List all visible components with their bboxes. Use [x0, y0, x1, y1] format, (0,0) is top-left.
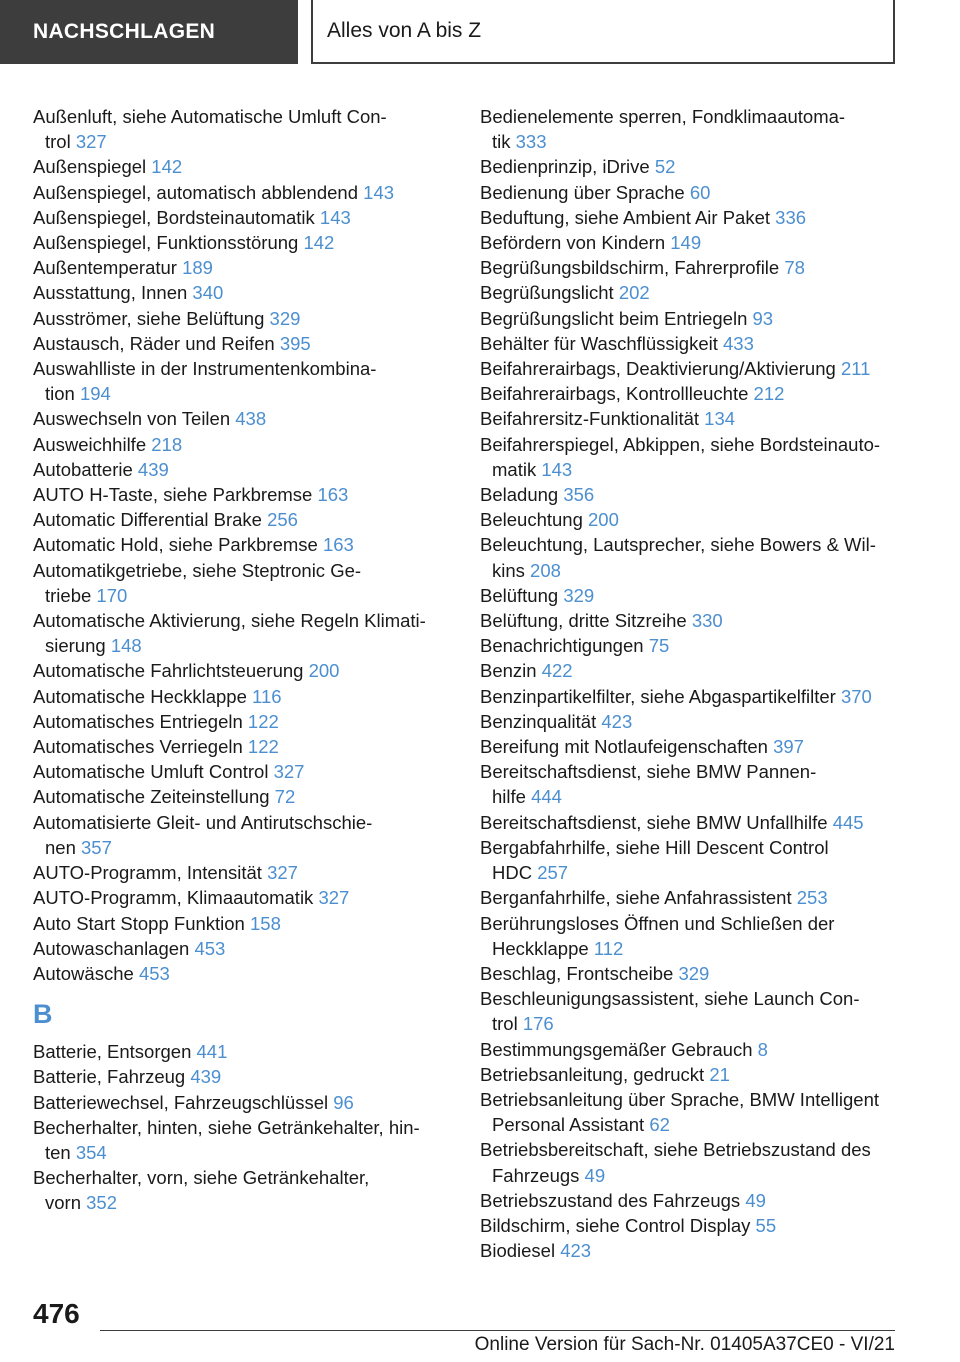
entry-text: Betriebsbereitschaft, siehe Betriebszustand des — [480, 1139, 871, 1161]
index-entry — [33, 306, 443, 331]
page-reference-link[interactable]: 329 — [269, 307, 301, 329]
entry-text: Bildschirm, siehe Control Display — [480, 1214, 751, 1236]
index-entry — [480, 432, 900, 482]
page-reference-link[interactable]: 212 — [753, 383, 785, 405]
page-reference-link[interactable]: 143 — [363, 181, 395, 203]
index-entry — [480, 306, 900, 331]
index-entry — [33, 1064, 443, 1089]
page-reference-link[interactable]: 444 — [531, 786, 562, 808]
page-reference-link[interactable]: 189 — [182, 257, 213, 279]
entry-text: Benachrichtigungen — [480, 635, 644, 657]
entry-text: Außenspiegel, automatisch abblendend — [33, 181, 359, 203]
index-entry — [480, 885, 900, 910]
index-entry — [33, 154, 443, 179]
entry-text: Beleuchtung, Lautsprecher, siehe Bowers & Wil- — [480, 534, 876, 556]
entry-text: Auswechseln von Teilen — [33, 408, 231, 430]
entry-text: Biodiesel — [480, 1240, 556, 1262]
entry-text: Benzin — [480, 660, 537, 682]
entry-text: Beladung — [480, 484, 559, 506]
entry-text: Automatische Umluft Control — [33, 761, 269, 783]
entry-text-continued: tion — [45, 383, 75, 405]
entry-text: Bergabfahrhilfe, siehe Hill Descent Control — [480, 836, 829, 858]
page-reference-link[interactable]: 21 — [709, 1063, 730, 1085]
entry-text: Außenspiegel, Bordsteinautomatik — [33, 206, 315, 228]
entry-text: Auto Start Stopp Funktion — [33, 912, 245, 934]
entry-text: Beifahrerairbags, Kontrollleuchte — [480, 383, 749, 405]
section-label: NACHSCHLAGEN — [33, 20, 216, 43]
index-entry — [33, 810, 443, 860]
section-letter: B — [33, 999, 53, 1030]
entry-text-continued: tik — [492, 131, 511, 153]
page-reference-link[interactable]: 423 — [560, 1240, 592, 1262]
entry-text: Beschleunigungsassistent, siehe Launch Con- — [480, 988, 860, 1010]
index-entry — [480, 381, 900, 406]
entry-text: Bedienprinzip, iDrive — [480, 156, 650, 178]
page-reference-link[interactable]: 142 — [303, 232, 335, 254]
page-reference-link[interactable]: 433 — [723, 332, 754, 354]
index-entry — [480, 205, 900, 230]
entry-text: Belüftung, dritte Sitzreihe — [480, 610, 687, 632]
page-reference-link[interactable]: 148 — [110, 635, 142, 657]
page-reference-link[interactable]: 327 — [267, 862, 298, 884]
entry-text: Autobatterie — [33, 458, 133, 480]
entry-text: AUTO-Programm, Klimaautomatik — [33, 887, 314, 909]
entry-text: Batterie, Fahrzeug — [33, 1066, 186, 1088]
page-reference-link[interactable]: 78 — [784, 257, 805, 279]
entry-text: Beifahrerairbags, Deaktivierung/Aktivierung — [480, 358, 836, 380]
entry-text: Automatic Hold, siehe Parkbremse — [33, 534, 318, 556]
entry-text: Ausstattung, Innen — [33, 282, 188, 304]
page-reference-link[interactable]: 397 — [773, 736, 804, 758]
page-reference-link[interactable]: 422 — [541, 660, 573, 682]
entry-text: Betriebszustand des Fahrzeugs — [480, 1189, 741, 1211]
page-reference-link[interactable]: 49 — [584, 1164, 606, 1186]
page-header — [311, 0, 895, 64]
index-entry — [480, 230, 900, 255]
entry-text: Benzinpartikelfilter, siehe Abgaspartikelfilter — [480, 685, 836, 707]
entry-text: Automatikgetriebe, siehe Steptronic Ge- — [33, 559, 362, 581]
index-entry — [480, 835, 900, 885]
entry-text-continued: triebe — [45, 584, 92, 606]
entry-text-continued: nen — [45, 836, 76, 858]
index-entry — [33, 457, 443, 482]
page-reference-link[interactable]: 370 — [840, 685, 872, 707]
page-reference-link[interactable]: 202 — [618, 282, 650, 304]
page-reference-link[interactable]: 142 — [151, 156, 183, 178]
entry-text: Batterie, Entsorgen — [33, 1041, 192, 1063]
page-reference-link[interactable]: 329 — [678, 962, 710, 984]
page-reference-link[interactable]: 352 — [86, 1192, 118, 1214]
entry-text: Austausch, Räder und Reifen — [33, 332, 275, 354]
page-reference-link[interactable]: 453 — [194, 937, 226, 959]
page-reference-link[interactable]: 149 — [670, 232, 702, 254]
entry-text: Automatische Fahrlichtsteuerung — [33, 660, 304, 682]
entry-text: Begrüßungsbildschirm, Fahrerprofile — [480, 257, 780, 279]
page-reference-link[interactable]: 453 — [138, 962, 170, 984]
page-reference-link[interactable]: 218 — [151, 433, 183, 455]
index-entry — [33, 1039, 443, 1064]
page-reference-link[interactable]: 96 — [333, 1091, 354, 1113]
page-reference-link[interactable]: 170 — [96, 584, 128, 606]
index-entry — [480, 482, 900, 507]
page-reference-link[interactable]: 75 — [648, 635, 670, 657]
index-entry — [33, 1115, 443, 1165]
entry-text: Belüftung — [480, 584, 559, 606]
index-entry — [480, 961, 900, 986]
page-reference-link[interactable]: 72 — [274, 786, 296, 808]
page-reference-link[interactable]: 330 — [691, 610, 723, 632]
entry-text: Automatische Aktivierung, siehe Regeln Klimati- — [33, 610, 426, 632]
page-reference-link[interactable]: 60 — [689, 181, 711, 203]
index-entry — [33, 205, 443, 230]
index-entry — [33, 658, 443, 683]
entry-text: Bereitschaftsdienst, siehe BMW Unfallhilfe — [480, 811, 828, 833]
entry-text: Ausweichhilfe — [33, 433, 147, 455]
index-entry — [480, 1188, 900, 1213]
index-entry — [33, 860, 443, 885]
index-entry — [480, 734, 900, 759]
entry-text: Außenluft, siehe Automatische Umluft Con- — [33, 106, 387, 127]
section-tab — [0, 0, 298, 64]
page-number: 476 — [33, 1298, 80, 1329]
page-reference-link[interactable]: 354 — [75, 1141, 107, 1163]
page-title: Alles von A bis Z — [327, 19, 482, 42]
page-reference-link[interactable]: 122 — [247, 710, 279, 732]
entry-text: Außenspiegel — [33, 156, 147, 178]
entry-text-continued: sierung — [45, 635, 106, 657]
index-entry — [33, 255, 443, 280]
entry-text: Beifahrersitz-Funktionalität — [480, 408, 700, 430]
page-reference-link[interactable]: 163 — [322, 534, 354, 556]
entry-text: Betriebsanleitung, gedruckt — [480, 1063, 705, 1085]
index-entry — [33, 558, 443, 608]
footer-divider — [100, 1330, 895, 1331]
index-entry — [33, 532, 443, 557]
entry-text: AUTO H-Taste, siehe Parkbremse — [33, 484, 313, 506]
page-reference-link[interactable]: 194 — [79, 383, 111, 405]
index-entry — [33, 280, 443, 305]
entry-text: Becherhalter, hinten, siehe Getränkehalter, hin- — [33, 1116, 420, 1138]
page-reference-link[interactable]: 340 — [192, 282, 224, 304]
page-reference-link[interactable]: 134 — [704, 408, 736, 430]
entry-text: Betriebsanleitung über Sprache, BMW Intelligent — [480, 1088, 879, 1110]
index-entry — [33, 406, 443, 431]
page-reference-link[interactable]: 253 — [796, 887, 828, 909]
index-entry — [33, 230, 443, 255]
page-reference-link[interactable]: 8 — [757, 1038, 768, 1060]
index-entry — [480, 810, 900, 835]
page-reference-link[interactable]: 327 — [273, 761, 305, 783]
index-column-right — [480, 104, 900, 1263]
page-reference-link[interactable]: 256 — [267, 509, 298, 531]
entry-text: Bedienelemente sperren, Fondklimaautoma- — [480, 106, 846, 127]
entry-text: Automatisierte Gleit- und Antirutschschie- — [33, 811, 373, 833]
entry-text: Bedienung über Sprache — [480, 181, 685, 203]
page-reference-link[interactable]: 116 — [252, 685, 282, 707]
index-entry — [33, 936, 443, 961]
page-reference-link[interactable]: 208 — [530, 559, 561, 581]
entry-text: Ausströmer, siehe Belüftung — [33, 307, 265, 329]
page-reference-link[interactable]: 441 — [196, 1041, 228, 1063]
page-reference-link[interactable]: 62 — [649, 1114, 670, 1136]
page-reference-link[interactable]: 257 — [537, 862, 569, 884]
entry-text-continued: hilfe — [492, 786, 526, 808]
page-reference-link[interactable]: 439 — [190, 1066, 222, 1088]
index-entry — [480, 1062, 900, 1087]
index-entry — [480, 583, 900, 608]
index-entry — [33, 331, 443, 356]
entry-text-continued: kins — [492, 559, 525, 581]
index-column-left — [33, 104, 443, 1216]
entry-text-continued: trol — [45, 131, 71, 153]
index-entry — [33, 104, 443, 154]
page-reference-link[interactable]: 333 — [515, 131, 547, 153]
page-reference-link[interactable]: 122 — [247, 736, 279, 758]
page-reference-link[interactable]: 143 — [541, 458, 573, 480]
entry-text: Autowaschanlagen — [33, 937, 190, 959]
index-entry — [480, 532, 900, 582]
entry-text: Bestimmungsgemäßer Gebrauch — [480, 1038, 753, 1060]
index-entry — [480, 658, 900, 683]
index-entry — [33, 961, 443, 986]
entry-text: Begrüßungslicht beim Entriegeln — [480, 307, 748, 329]
page-reference-link[interactable]: 200 — [588, 509, 619, 531]
page-reference-link[interactable]: 93 — [752, 307, 774, 329]
entry-text-continued: Fahrzeugs — [492, 1164, 580, 1186]
entry-text: Berganfahrhilfe, siehe Anfahrassistent — [480, 887, 792, 909]
index-entry — [480, 1238, 900, 1263]
entry-text: Automatisches Verriegeln — [33, 736, 243, 758]
index-entry — [33, 356, 443, 406]
index-list-b-continued — [480, 104, 900, 1263]
entry-text: Bereitschaftsdienst, siehe BMW Pannen- — [480, 761, 817, 783]
index-entry — [480, 709, 900, 734]
page-reference-link[interactable]: 357 — [81, 836, 112, 858]
entry-text: Außenspiegel, Funktionsstörung — [33, 232, 299, 254]
page-reference-link[interactable]: 327 — [318, 887, 350, 909]
index-entry — [33, 885, 443, 910]
page-reference-link[interactable]: 163 — [317, 484, 349, 506]
entry-text: Befördern von Kindern — [480, 232, 666, 254]
entry-text-continued: vorn — [45, 1192, 81, 1214]
entry-text-continued: Heckklappe — [492, 937, 589, 959]
index-entry — [480, 255, 900, 280]
entry-text: Beduftung, siehe Ambient Air Paket — [480, 206, 771, 228]
entry-text-continued: matik — [492, 458, 537, 480]
page-reference-link[interactable]: 336 — [775, 206, 807, 228]
page-reference-link[interactable]: 55 — [755, 1214, 777, 1236]
entry-text: Autowäsche — [33, 962, 134, 984]
index-entry — [33, 608, 443, 658]
index-entry — [33, 759, 443, 784]
entry-text: Automatische Zeiteinstellung — [33, 786, 270, 808]
entry-text-continued: Personal Assistant — [492, 1114, 645, 1136]
entry-text: Batteriewechsel, Fahrzeugschlüssel — [33, 1091, 329, 1113]
index-entry — [480, 986, 900, 1036]
entry-text: Beschlag, Frontscheibe — [480, 962, 674, 984]
index-list-b — [33, 1039, 443, 1215]
index-entry — [33, 709, 443, 734]
entry-text: Auswahlliste in der Instrumentenkombina- — [33, 358, 377, 380]
index-entry — [480, 1137, 900, 1187]
index-entry — [480, 180, 900, 205]
index-entry — [480, 633, 900, 658]
index-entry — [480, 1087, 900, 1137]
index-entry — [33, 482, 443, 507]
index-entry — [33, 507, 443, 532]
entry-text: Begrüßungslicht — [480, 282, 614, 304]
entry-text: Benzinqualität — [480, 710, 597, 732]
entry-text: Bereifung mit Notlaufeigenschaften — [480, 736, 768, 758]
entry-text: Automatische Heckklappe — [33, 685, 247, 707]
index-entry — [480, 608, 900, 633]
entry-text: Außentemperatur — [33, 257, 177, 279]
page-reference-link[interactable]: 327 — [75, 131, 107, 153]
entry-text: Berührungsloses Öffnen und Schließen der — [480, 912, 835, 934]
index-entry — [480, 1037, 900, 1062]
page-reference-link[interactable]: 439 — [137, 458, 169, 480]
footer-version: Online Version für Sach-Nr. 01405A37CE0 - VI/21 — [474, 1334, 895, 1355]
page-reference-link[interactable]: 395 — [279, 332, 311, 354]
entry-text: Automatisches Entriegeln — [33, 710, 243, 732]
index-entry — [33, 1090, 443, 1115]
page-reference-link[interactable]: 112 — [593, 937, 624, 959]
page-reference-link[interactable]: 49 — [745, 1189, 766, 1211]
page-reference-link[interactable]: 52 — [654, 156, 676, 178]
entry-text-continued: trol — [492, 1013, 518, 1035]
index-entry — [480, 507, 900, 532]
page-reference-link[interactable]: 211 — [840, 358, 871, 380]
entry-text: AUTO-Programm, Intensität — [33, 862, 262, 884]
entry-text: Beleuchtung — [480, 509, 583, 531]
page-reference-link[interactable]: 438 — [235, 408, 267, 430]
index-entry — [480, 104, 900, 154]
index-entry — [33, 784, 443, 809]
page-reference-link[interactable]: 200 — [308, 660, 340, 682]
page-reference-link[interactable]: 423 — [601, 710, 633, 732]
index-entry — [33, 684, 443, 709]
index-entry — [33, 911, 443, 936]
entry-text: Becherhalter, vorn, siehe Getränkehalter, — [33, 1167, 370, 1189]
index-entry — [480, 406, 900, 431]
page-reference-link[interactable]: 143 — [319, 206, 351, 228]
page-reference-link[interactable]: 445 — [832, 811, 864, 833]
index-entry — [480, 280, 900, 305]
index-entry — [33, 1165, 443, 1215]
entry-text: Beifahrerspiegel, Abkippen, siehe Bordsteinauto- — [480, 433, 881, 455]
entry-text-continued: ten — [45, 1141, 71, 1163]
entry-text: Behälter für Waschflüssigkeit — [480, 332, 718, 354]
page-reference-link[interactable]: 329 — [563, 584, 595, 606]
index-entry — [480, 331, 900, 356]
index-entry — [480, 911, 900, 961]
index-entry — [480, 1213, 900, 1238]
page-reference-link[interactable]: 356 — [563, 484, 595, 506]
entry-text: Automatic Differential Brake — [33, 509, 262, 531]
index-entry — [480, 154, 900, 179]
index-entry — [480, 759, 900, 809]
entry-text-continued: HDC — [492, 862, 533, 884]
index-entry — [480, 684, 900, 709]
page-reference-link[interactable]: 176 — [522, 1013, 554, 1035]
index-entry — [33, 734, 443, 759]
index-list-a — [33, 104, 443, 986]
index-entry — [480, 356, 900, 381]
page-reference-link[interactable]: 158 — [250, 912, 281, 934]
index-entry — [33, 432, 443, 457]
index-entry — [33, 180, 443, 205]
